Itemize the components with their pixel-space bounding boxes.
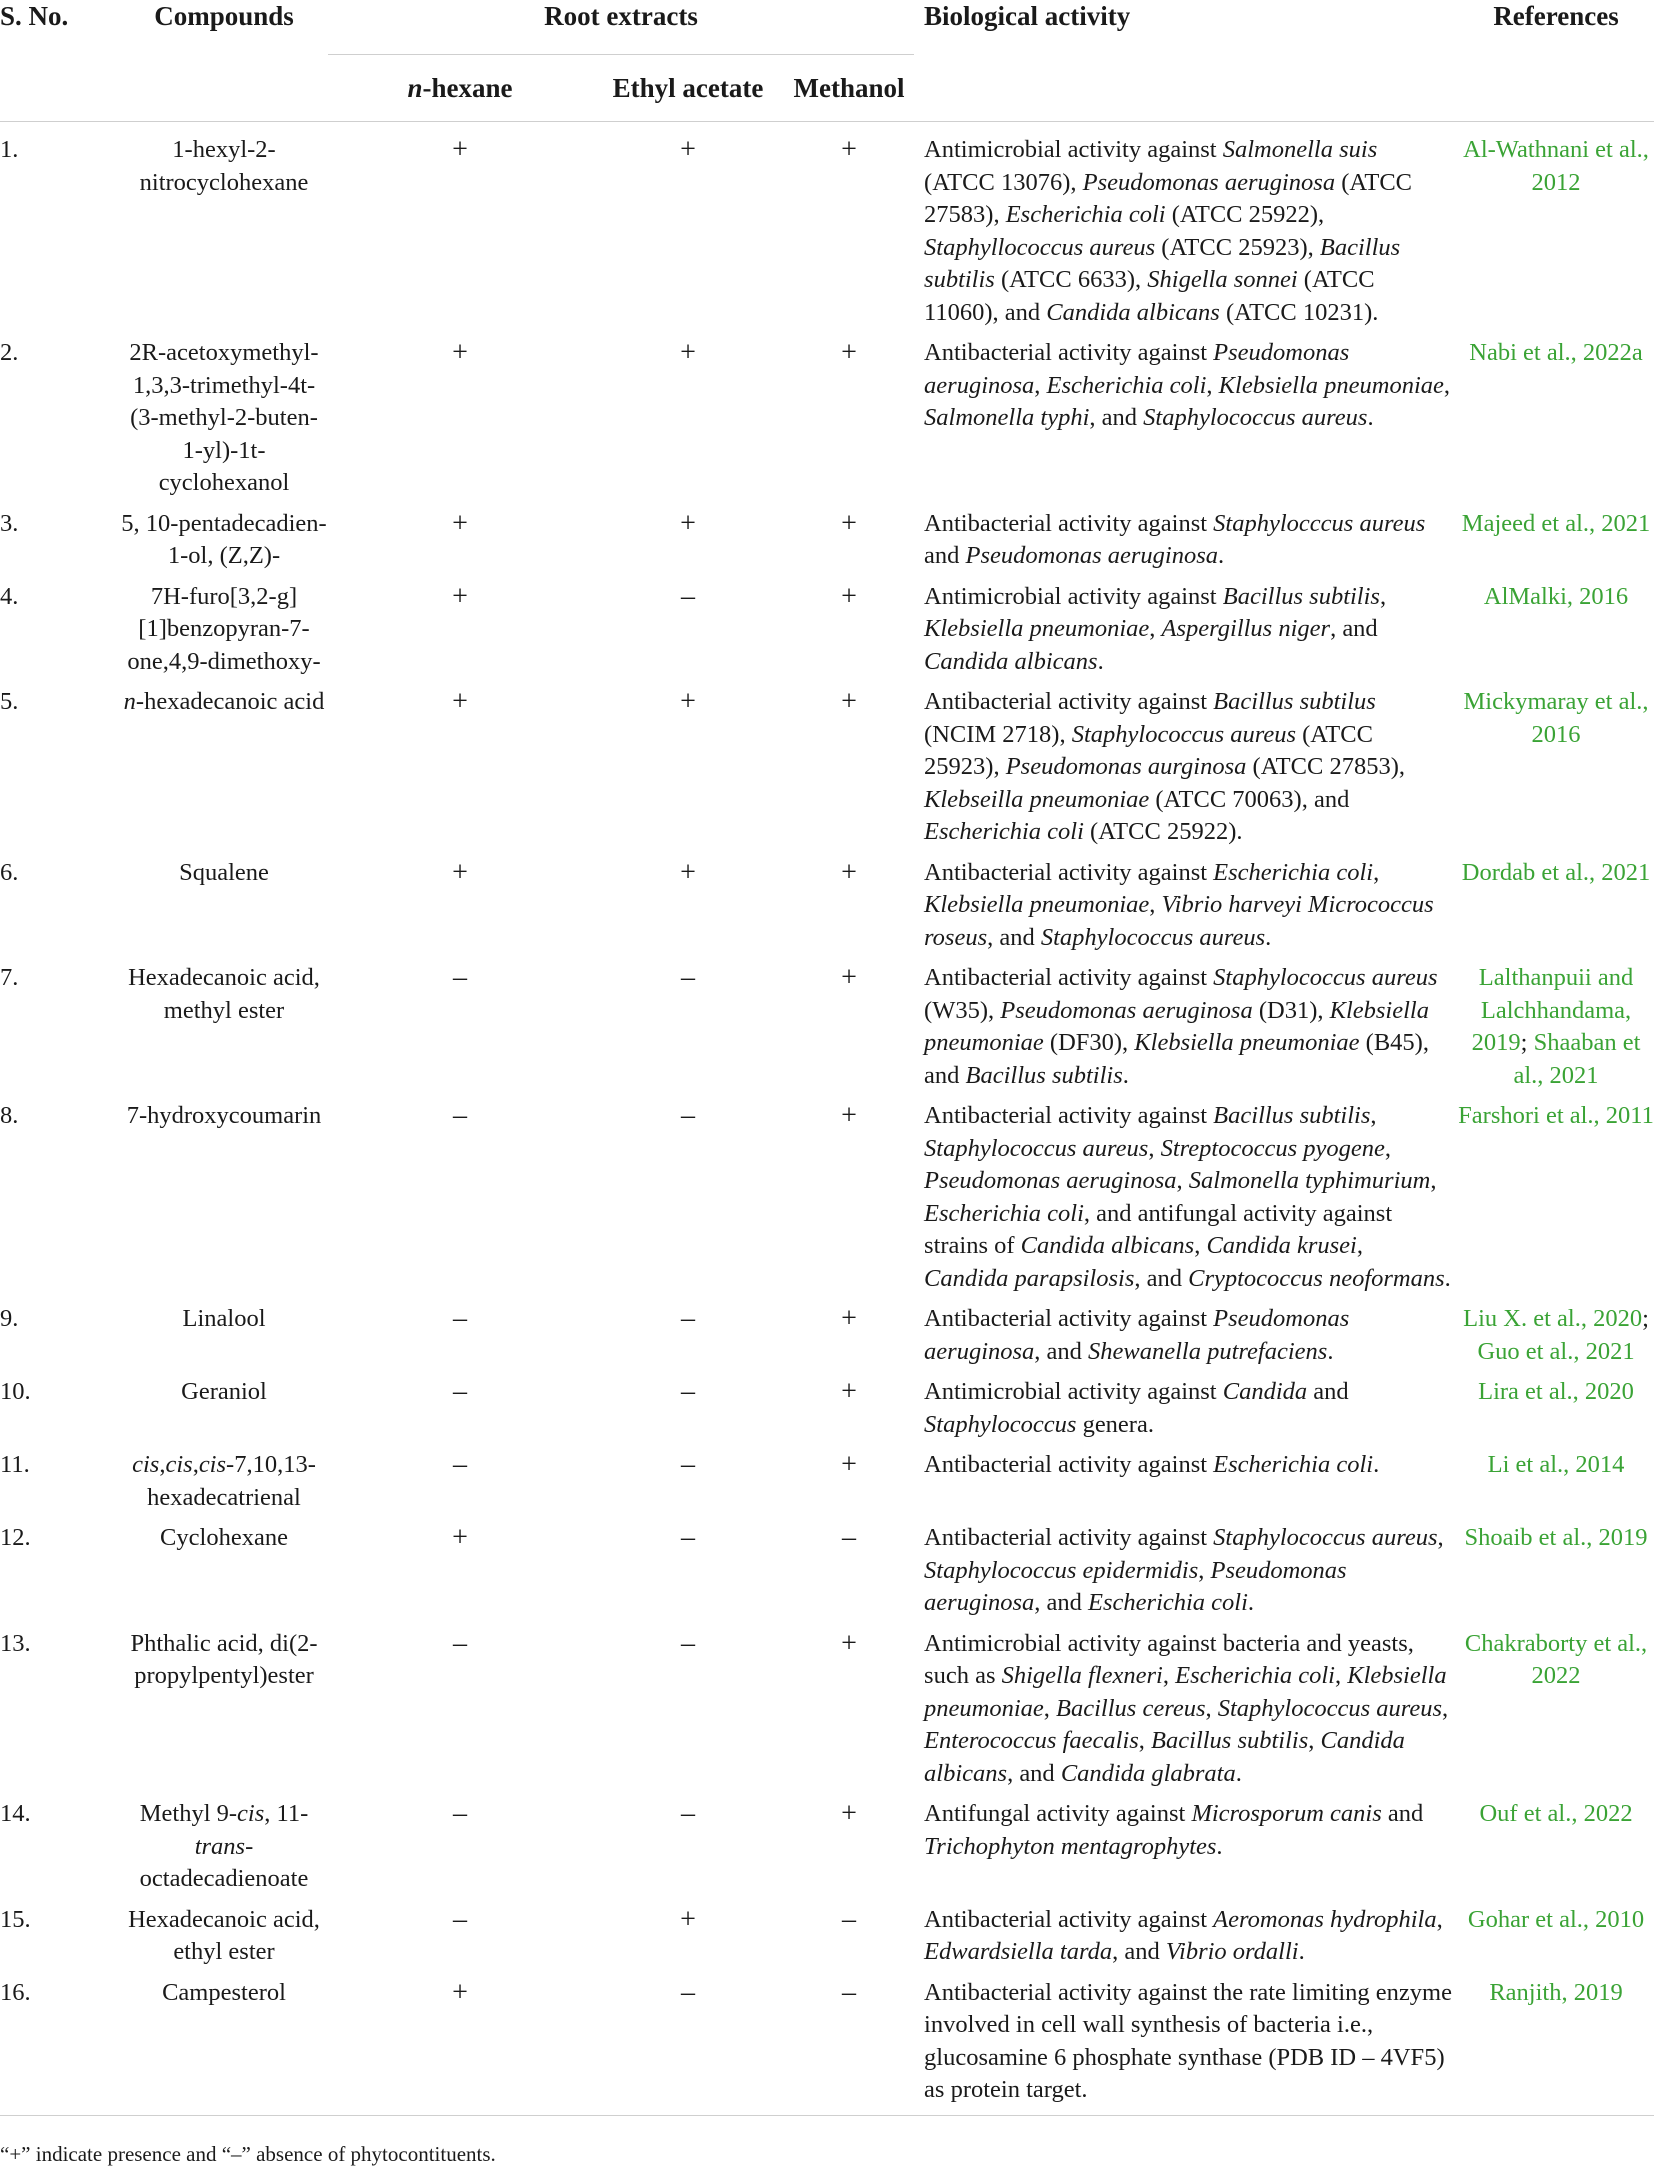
cell-sno: 14. — [0, 1800, 31, 1827]
reference-link[interactable]: Chakraborty et al., 2022 — [1464, 1629, 1648, 1689]
cell-n-hexane: + — [452, 507, 468, 539]
cell-sno: 13. — [0, 1629, 31, 1657]
cell-ethyl-acetate: – — [681, 1798, 695, 1829]
reference-link[interactable]: Farshori et al., 2011 — [1458, 1102, 1654, 1129]
cell-n-hexane: + — [452, 134, 468, 165]
cell-ethyl-acetate: – — [681, 1303, 695, 1334]
cell-reference — [1458, 1094, 1654, 1297]
reference-link[interactable]: Ouf et al., 2022 — [1479, 1800, 1633, 1827]
cell-compound: 7-hydroxycoumarin — [126, 1102, 322, 1129]
cell-reference — [1458, 956, 1654, 1094]
cell-biological-activity: Antibacterial activity against Bacillus subtilus (NCIM 2718), Staphylococcus aureus (ATCC 25923), Pseudomonas aurginosa (ATCC 27853), Klebseilla pneumoniae (ATCC 70063), and Escherichia coli (ATCC 25922). — [924, 688, 1405, 845]
cell-reference — [1458, 851, 1654, 957]
cell-n-hexane: – — [453, 1798, 467, 1829]
table-row — [0, 122, 1654, 332]
cell-n-hexane: – — [453, 1100, 467, 1131]
cell-compound: 5, 10-pentadecadien-1-ol, (Z,Z)- — [121, 509, 327, 569]
cell-biological-activity: Antibacterial activity against Staphylococcus aureus (W35), Pseudomonas aeruginosa (D31), Klebsiella pneumoniae (DF30), Klebsiella pneumoniae (B45), and Bacillus subtilis. — [924, 964, 1438, 1089]
cell-compound: n-hexadecanoic acid — [123, 688, 325, 715]
cell-biological-activity: Antimicrobial activity against Bacillus subtilis, Klebsiella pneumoniae, Aspergillus niger, and Candida albicans. — [924, 582, 1387, 675]
cell-reference — [1458, 502, 1654, 575]
cell-biological-activity: Antibacterial activity against Staphylocccus aureus and Pseudomonas aeruginosa. — [924, 509, 1426, 569]
table-row — [0, 851, 1654, 957]
cell-biological-activity: Antifungal activity against Microsporum canis and Trichophyton mentagrophytes. — [924, 1800, 1424, 1860]
cell-compound: Hexadecanoic acid, methyl ester — [128, 964, 320, 1024]
cell-n-hexane: + — [452, 686, 468, 717]
cell-compound: Phthalic acid, di(2-propylpentyl)ester — [130, 1629, 318, 1689]
cell-compound: 7H-furo[3,2-g][1]benzopyran-7-one,4,9-dimethoxy- — [127, 582, 321, 675]
cell-n-hexane: + — [452, 1522, 468, 1553]
cell-methanol: + — [841, 1798, 857, 1829]
table-row — [0, 331, 1654, 502]
cell-biological-activity: Antibacterial activity against Aeromonas hydrophila, Edwardsiella tarda, and Vibrio ordalli. — [924, 1905, 1443, 1965]
cell-ethyl-acetate: – — [592, 1971, 784, 2116]
cell-methanol: + — [841, 580, 857, 612]
table-row — [0, 1297, 1654, 1370]
cell-methanol: + — [841, 507, 857, 539]
cell-reference — [1458, 1370, 1654, 1443]
cell-n-hexane: + — [452, 580, 468, 612]
cell-compound: Linalool — [182, 1305, 266, 1332]
cell-biological-activity: Antibacterial activity against Escherichia coli, Klebsiella pneumoniae, Vibrio harveyi Micrococcus roseus, and Staphylococcus aureus. — [924, 858, 1434, 951]
cell-n-hexane: – — [453, 1449, 467, 1480]
cell-ethyl-acetate: + — [680, 1903, 696, 1935]
header-methanol: Methanol — [793, 73, 905, 103]
reference-link[interactable]: Al-Wathnani et al., 2012 — [1463, 136, 1649, 196]
cell-ethyl-acetate: – — [681, 1522, 695, 1553]
cell-reference — [1458, 1971, 1654, 2116]
cell-methanol: + — [841, 1100, 857, 1131]
cell-sno: 3. — [0, 509, 19, 537]
cell-n-hexane: – — [453, 962, 467, 993]
cell-biological-activity: Antibacterial activity against Pseudomonas aeruginosa, Escherichia coli, Klebsiella pneumoniae, Salmonella typhi, and Staphylococcus aureus. — [924, 339, 1451, 431]
table-row — [0, 1370, 1654, 1443]
cell-reference — [1458, 575, 1654, 681]
cell-compound: Methyl 9-cis, 11-trans-octadecadienoate — [139, 1800, 309, 1892]
cell-methanol: + — [841, 962, 857, 993]
cell-compound: 1-hexyl-2-nitrocyclohexane — [139, 136, 309, 196]
header-references: References — [1493, 1, 1619, 31]
header-biological-activity: Biological activity — [924, 1, 1131, 31]
cell-n-hexane: + — [452, 856, 468, 888]
cell-ethyl-acetate: + — [680, 337, 696, 368]
reference-link[interactable]: Nabi et al., 2022a — [1469, 339, 1643, 366]
cell-n-hexane: – — [453, 1903, 467, 1935]
cell-methanol: + — [841, 1303, 857, 1334]
cell-ethyl-acetate: – — [681, 580, 695, 612]
cell-sno: 11. — [0, 1451, 30, 1478]
cell-biological-activity: Antimicrobial activity against Salmonella suis (ATCC 13076), Pseudomonas aeruginosa (ATCC 27583), Escherichia coli (ATCC 25922), Staphyllococcus aureus (ATCC 25923), Bacillus subtilis (ATCC 6633), Shigella sonnei (ATCC 11060), and Candida albicans (ATCC 10231). — [924, 136, 1413, 326]
cell-methanol: + — [841, 1376, 857, 1407]
header-blank — [1458, 55, 1654, 122]
cell-biological-activity: Antibacterial activity against the rate limiting enzyme involved in cell wall synthesis of bacteria i.e., glucosamine 6 phosphate synthase (PDB ID – 4VF5) as protein target. — [914, 1971, 1458, 2116]
cell-methanol: + — [841, 686, 857, 717]
cell-ethyl-acetate: + — [680, 856, 696, 888]
cell-reference — [1458, 1792, 1654, 1898]
cell-reference — [1458, 1622, 1654, 1793]
header-blank — [120, 55, 328, 122]
reference-link[interactable]: Gohar et al., 2010 — [1467, 1905, 1645, 1933]
cell-compound: Campesterol — [120, 1971, 328, 2116]
cell-biological-activity: Antibacterial activity against Pseudomonas aeruginosa, and Shewanella putrefaciens. — [924, 1305, 1350, 1365]
cell-reference — [1458, 1898, 1654, 1971]
reference-link[interactable]: Guo et al., 2021 — [1477, 1337, 1635, 1365]
cell-sno: 12. — [0, 1524, 31, 1551]
cell-n-hexane: – — [453, 1376, 467, 1407]
cell-sno: 9. — [0, 1305, 19, 1332]
cell-methanol: + — [841, 337, 857, 368]
cell-ethyl-acetate: – — [681, 962, 695, 993]
cell-methanol: + — [841, 1449, 857, 1480]
table-row — [0, 1443, 1654, 1516]
cell-methanol: – — [842, 1522, 857, 1553]
cell-compound: 2R-acetoxymethyl-1,3,3-trimethyl-4t-(3-methyl-2-buten-1-yl)-1t-cyclohexanol — [129, 339, 319, 496]
cell-reference — [1458, 331, 1654, 502]
cell-biological-activity: Antimicrobial activity against bacteria and yeasts, such as Shigella flexneri, Escherichia coli, Klebsiella pneumoniae, Bacillus cereus, Staphylococcus aureus, Enterococcus faecalis, Bacillus subtilis, Candida albicans, and Candida glabrata. — [924, 1629, 1449, 1787]
cell-sno: 5. — [0, 688, 19, 715]
cell-sno: 4. — [0, 582, 19, 610]
cell-methanol: – — [784, 1971, 914, 2116]
cell-compound: Hexadecanoic acid, ethyl ester — [128, 1905, 320, 1965]
cell-compound: Cyclohexane — [160, 1524, 288, 1551]
cell-sno: 2. — [0, 339, 19, 366]
cell-n-hexane: – — [453, 1303, 467, 1334]
table-row — [0, 1971, 1654, 2116]
table-footnote: “+” indicate presence and “–” absence of phytocontituents. — [0, 2142, 496, 2166]
cell-ethyl-acetate: + — [680, 686, 696, 717]
header-n-hexane: n-hexane — [407, 73, 513, 103]
cell-ethyl-acetate: – — [681, 1376, 695, 1407]
table-row — [0, 1898, 1654, 1971]
cell-sno: 6. — [0, 858, 19, 886]
header-compounds: Compounds — [154, 1, 294, 31]
table-row — [0, 1792, 1654, 1898]
cell-reference — [1458, 1297, 1654, 1370]
table-row — [0, 1622, 1654, 1793]
cell-sno: 15. — [0, 1905, 31, 1933]
reference-link[interactable]: Majeed et al., 2021 — [1461, 509, 1651, 537]
cell-sno: 16. — [0, 1971, 120, 2116]
cell-reference — [1458, 1516, 1654, 1622]
cell-biological-activity: Antibacterial activity against Staphylococcus aureus, Staphylococcus epidermidis, Pseudomonas aeruginosa, and Escherichia coli. — [924, 1524, 1444, 1616]
cell-biological-activity: Antibacterial activity against Bacillus subtilis, Staphylococcus aureus, Streptococcus pyogene, Pseudomonas aeruginosa, Salmonella typhimurium, Escherichia coli, and antifungal activity against strains of Candida albicans, Candida krusei, Candida parapsilosis, and Cryptococcus neoformans. — [924, 1102, 1451, 1292]
cell-methanol: + — [841, 856, 857, 888]
reference-link[interactable]: Ranjith, 2019 — [1489, 1978, 1623, 2006]
cell-reference — [1458, 1443, 1654, 1516]
table-row — [0, 1516, 1654, 1622]
header-ethyl-acetate: Ethyl acetate — [612, 73, 764, 103]
cell-ethyl-acetate: – — [681, 1449, 695, 1480]
table-row — [0, 680, 1654, 851]
reference-link[interactable]: Shaaban et al., 2021 — [1513, 1029, 1641, 1089]
cell-ethyl-acetate: – — [681, 1100, 695, 1131]
cell-sno: 8. — [0, 1102, 19, 1129]
cell-compound: Geraniol — [181, 1378, 267, 1405]
header-blank — [914, 55, 1458, 122]
cell-reference — [1458, 122, 1654, 332]
cell-methanol: + — [841, 134, 857, 165]
cell-methanol: + — [841, 1627, 857, 1659]
header-root-extracts: Root extracts — [328, 0, 914, 55]
reference-link[interactable]: Mickymaray et al., 2016 — [1463, 688, 1649, 748]
cell-methanol: – — [842, 1903, 857, 1935]
cell-ethyl-acetate: + — [680, 134, 696, 165]
table-row — [0, 575, 1654, 681]
reference-link[interactable]: Lira et al., 2020 — [1478, 1378, 1634, 1405]
cell-biological-activity: Antimicrobial activity against Candida and Staphylococcus genera. — [924, 1378, 1349, 1438]
cell-n-hexane: + — [452, 337, 468, 368]
header-sno: S. No. — [0, 1, 69, 31]
cell-sno: 7. — [0, 964, 19, 991]
cell-compound: Squalene — [179, 858, 269, 886]
reference-separator: ; — [1520, 1029, 1534, 1056]
reference-link[interactable]: Dordab et al., 2021 — [1461, 858, 1651, 886]
reference-link[interactable]: Li et al., 2014 — [1487, 1451, 1625, 1478]
cell-n-hexane: – — [453, 1627, 467, 1659]
cell-compound: cis,cis,cis-7,10,13-hexadecatrienal — [132, 1451, 316, 1511]
header-blank — [0, 55, 120, 122]
table-row — [0, 1094, 1654, 1297]
reference-separator: ; — [1642, 1305, 1649, 1332]
reference-link[interactable]: AlMalki, 2016 — [1483, 582, 1629, 610]
reference-link[interactable]: Lalthanpuii and Lalchhandama, 2019 — [1471, 964, 1634, 1056]
cell-sno: 1. — [0, 136, 19, 163]
cell-reference — [1458, 680, 1654, 851]
table-row — [0, 502, 1654, 575]
reference-link[interactable]: Shoaib et al., 2019 — [1464, 1524, 1648, 1551]
cell-ethyl-acetate: – — [681, 1627, 695, 1659]
cell-ethyl-acetate: + — [680, 507, 696, 539]
cell-sno: 10. — [0, 1378, 31, 1405]
cell-n-hexane: + — [328, 1971, 592, 2116]
reference-link[interactable]: Liu X. et al., 2020 — [1463, 1305, 1643, 1332]
cell-biological-activity: Antibacterial activity against Escherichia coli. — [924, 1451, 1380, 1478]
table-row — [0, 956, 1654, 1094]
